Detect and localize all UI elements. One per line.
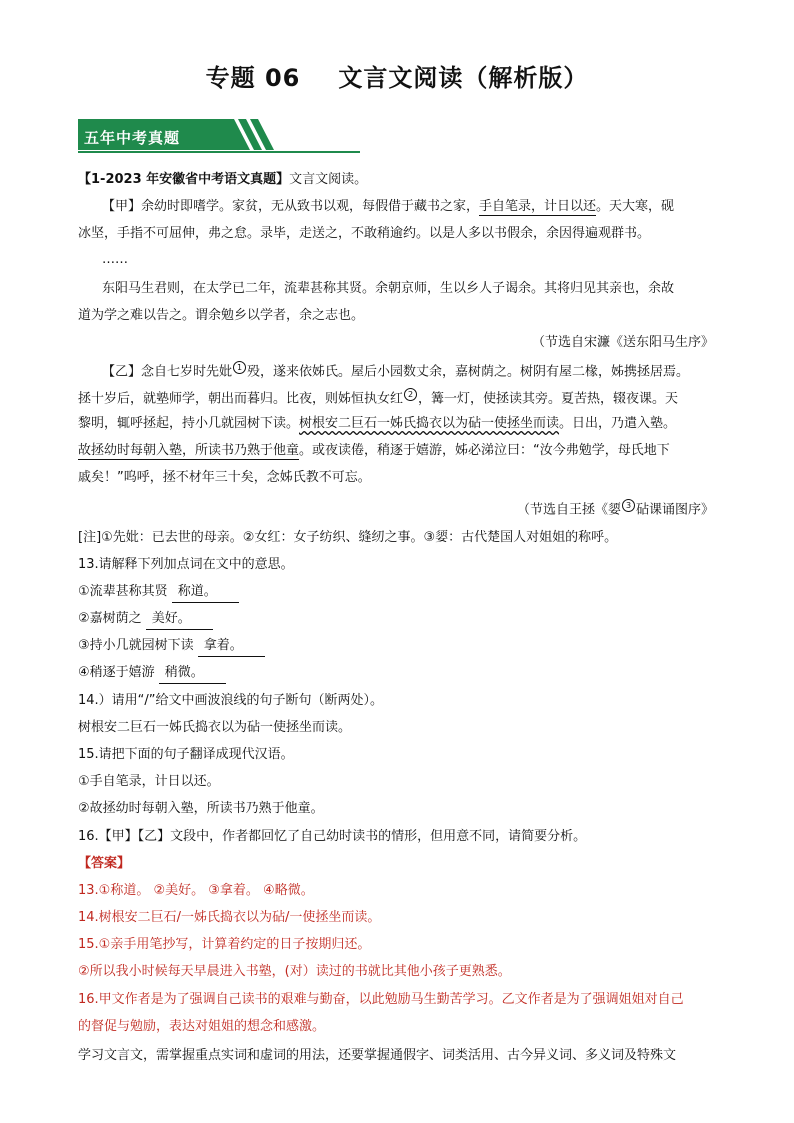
footnote-marker: 2: [404, 388, 417, 401]
yi-text: 。日出，乃遣入塾。: [559, 416, 677, 431]
jia-line-1: [102, 198, 674, 216]
q13-answer-blank: 美好。: [146, 610, 213, 630]
q13-item: [78, 664, 226, 684]
title-topic-number: 专题 06: [205, 64, 301, 92]
answer-16-line-1: 16.甲文作者是为了强调自己读书的艰难与勤奋，以此勉励马生勤苦学习。乙文作者是为了强调姐姐对自己: [78, 992, 684, 1007]
annotation-notes: [注]①先妣：已去世的母亲。②女红：女子纺织、缝纫之事。③媭：古代楚国人对姐姐的称呼。: [78, 530, 618, 545]
jia-underlined-sentence: 手自笔录，计日以还: [479, 199, 597, 214]
q14-sentence: 树根安二巨石一姊氏捣衣以为砧一使拯坐而读。: [78, 720, 352, 735]
q13-item-text: ③持小几就园树下读: [78, 638, 194, 653]
page-title: [0, 58, 794, 93]
q16-stem: 16.【甲】【乙】文段中，作者都回忆了自己幼时读书的情形，但用意不同，请简要分析。: [78, 829, 587, 844]
yi-line-1: [102, 361, 689, 381]
yi-line-3: [78, 415, 676, 433]
yi-line-4: [78, 442, 670, 460]
yi-underlined-sentence: 故拯幼时每朝入塾，所读书乃熟于他童: [78, 443, 300, 458]
q13-item: [78, 610, 213, 630]
title-topic-name: 文言文阅读（解析版）: [338, 64, 589, 92]
q13-answer-blank: 拿着。: [198, 637, 265, 657]
banner-label: 五年中考真题: [84, 129, 181, 147]
q15-sentence-1: ①手自笔录，计日以还。: [78, 774, 220, 789]
answer-13: 13.①称道。 ②美好。 ③拿着。 ④略微。: [78, 883, 314, 898]
yi-text: 念自七岁时先妣: [141, 364, 233, 380]
analysis-text: 学习文言文，需掌握重点实词和虚词的用法，还要掌握通假字、词类活用、古今异义词、多义词及特殊文: [78, 1048, 677, 1063]
q13-item-text: ②嘉树荫之: [78, 611, 142, 626]
yi-text: 黎明，辄呼拯起，持小几就园树下读。: [78, 416, 300, 431]
q13-answer-blank: 称道。: [172, 583, 239, 603]
answer-15-1: 15.①亲手用笔抄写，计算着约定的日子按期归还。: [78, 937, 371, 952]
jia-line-4: 道为学之难以告之。谓余勉乡以学者，余之志也。: [78, 308, 365, 323]
yi-source-text: 砧课诵图序》: [635, 502, 714, 518]
question-source: 【1-2023 年安徽省中考语文真题】: [78, 172, 290, 187]
yi-text: 。或夜读倦，稍逐于嬉游，姊必涕泣曰：“汝今弗勉学，母氏地下: [299, 443, 670, 458]
wavy-underlined-sentence: 树根安二巨石一姊氏捣衣以为砧一使拯坐而读: [299, 416, 560, 431]
question-instruction: 文言文阅读。: [289, 172, 368, 187]
answer-14: 14.树根安二巨石/一姊氏捣衣以为砧/一使拯坐而读。: [78, 910, 381, 925]
q15-stem: 15.请把下面的句子翻译成现代汉语。: [78, 747, 294, 762]
answer-16-line-2: 的督促与勉励，表达对姐姐的想念和感激。: [78, 1019, 326, 1034]
q13-answer-blank: 稍微。: [159, 664, 226, 684]
q13-item: [78, 637, 265, 657]
q13-item-text: ④稍逐于嬉游: [78, 665, 155, 680]
footnote-marker: 1: [233, 361, 246, 374]
yi-line-5: 戚矣！”呜呼，拯不材年三十矣，念姊氏教不可忘。: [78, 470, 371, 485]
q13-item: [78, 583, 239, 603]
yi-tag: 【乙】: [102, 364, 142, 380]
jia-text: 。天大寒，砚: [596, 199, 675, 214]
yi-text: ，篝一灯，使拯读其旁。夏苦热，辍夜课。天: [418, 391, 679, 407]
jia-line-3: 东阳马生君则，在太学已二年，流辈甚称其贤。余朝京师，生以乡人子谒余。其将归见其亲也，余故: [102, 281, 675, 296]
answer-15-2: ②所以我小时候每天早晨进入书塾，(对）读过的书就比其他小孩子更熟悉。: [78, 964, 511, 979]
jia-tag: 【甲】: [102, 199, 142, 214]
q13-stem: 13.请解释下列加点词在文中的意思。: [78, 557, 294, 572]
footnote-marker: 3: [622, 499, 635, 512]
jia-source: （节选自宋濂《送东阳马生序》: [531, 335, 714, 350]
answer-label: 【答案】: [78, 856, 131, 871]
question-header: [78, 171, 367, 189]
yi-text: 殁，遂来依姊氏。屋后小园数丈余，嘉树荫之。树阴有屋二椽，姊携拯居焉。: [247, 364, 690, 380]
yi-text: 拯十岁后，就塾师学，朝出而暮归。比夜，则姊恒执女红: [78, 391, 404, 407]
jia-text: 余幼时即嗜学。家贫，无从致书以观，每假借于藏书之家，: [141, 199, 480, 214]
q15-sentence-2: ②故拯幼时每朝入塾，所读书乃熟于他童。: [78, 801, 324, 816]
q13-item-text: ①流辈甚称其贤: [78, 584, 168, 599]
q14-stem: 14.）请用“/”给文中画波浪线的句子断句（断两处）。: [78, 693, 384, 708]
yi-source-text: （节选自王拯《媭: [516, 502, 621, 518]
yi-source: [517, 499, 714, 519]
jia-line-2: 冰坚，手指不可屈伸，弗之怠。录毕，走送之，不敢稍逾约。以是人多以书假余，余因得遍观群书。: [78, 226, 651, 241]
section-banner: [78, 119, 360, 155]
jia-ellipsis: ……: [102, 252, 128, 267]
yi-line-2: [78, 388, 678, 408]
